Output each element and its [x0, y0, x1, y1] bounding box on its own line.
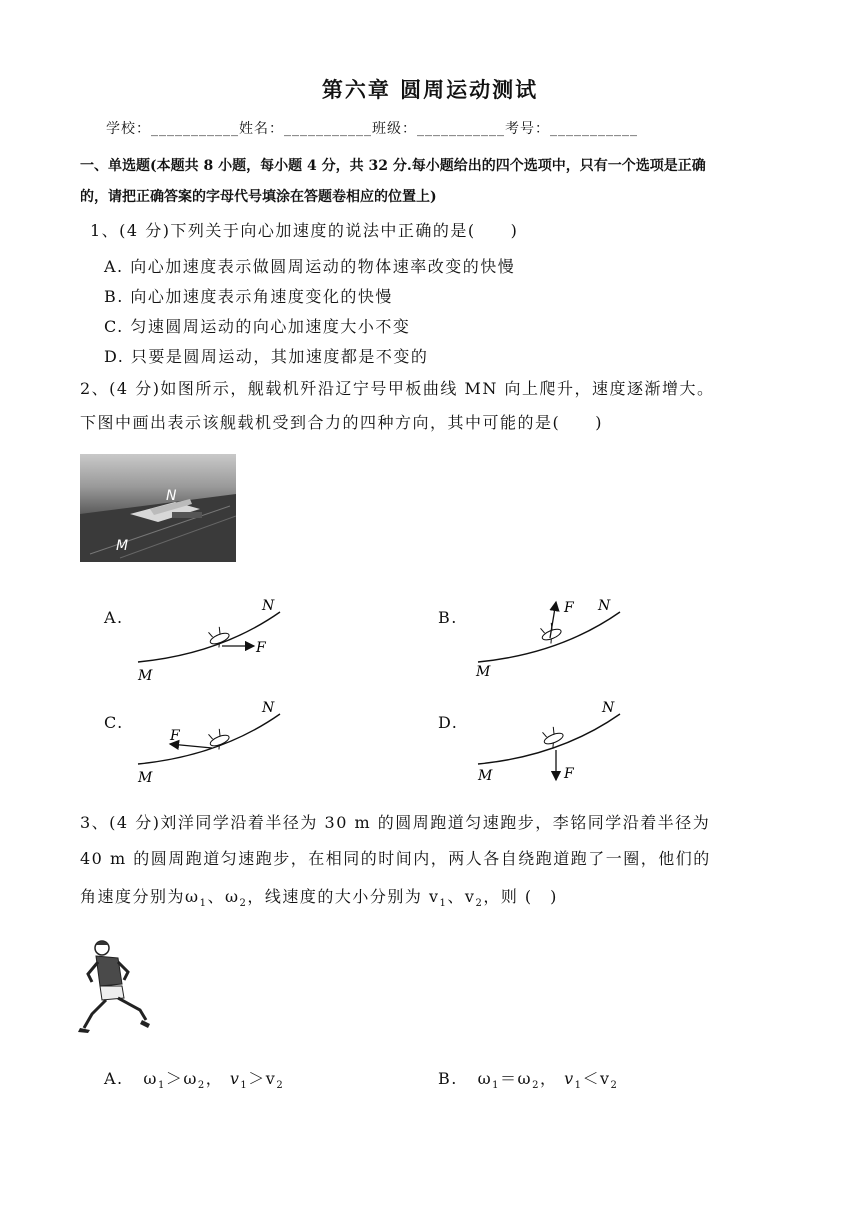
- diagram-d: [470, 696, 640, 786]
- diagram-b-label-f: F: [564, 600, 574, 616]
- q3-option-b: B. $\omega_1=\omega_2$， $v_1<v_2$: [438, 1069, 619, 1092]
- q1-option-a: A. 向心加速度表示做圆周运动的物体速率改变的快慢: [104, 257, 516, 276]
- page-title: 第六章 圆周运动测试: [321, 77, 539, 102]
- photo-label-m: M: [116, 538, 129, 554]
- runner-illustration: [78, 938, 154, 1034]
- q2-option-a-letter: A.: [104, 608, 124, 627]
- q2-stem-line1: 2、(4 分)如图所示，舰载机歼沿辽宁号甲板曲线 MN 向上爬升，速度逐渐增大。: [80, 379, 715, 398]
- diagram-c: [130, 696, 300, 786]
- q1-option-c: C. 匀速圆周运动的向心加速度大小不变: [104, 317, 411, 336]
- q3-option-a: A. $\omega_1>\omega_2$， $v_1>v_2$: [104, 1069, 285, 1092]
- q2-option-b-letter: B.: [438, 608, 458, 627]
- q3-stem-line3: 角速度分别为$\omega_1$、$\omega_2$，线速度的大小分别为 $v_1$、$v_2$，则 ( ): [80, 887, 558, 910]
- diagram-a-label-f: F: [256, 640, 266, 656]
- diagram-c-label-m: M: [138, 770, 153, 786]
- diagram-a-label-n: N: [262, 598, 275, 614]
- photo-label-n: N: [166, 488, 177, 504]
- diagram-d-label-f: F: [564, 766, 574, 782]
- q3-stem-line2: 40 m 的圆周跑道匀速跑步，在相同的时间内，两人各自绕跑道跑了一圈，他们的: [80, 849, 711, 868]
- section-heading-line1: 一、单选题(本题共 8 小题，每小题 4 分，共 32 分.每小题给出的四个选项中，只有一个选项是正确: [80, 158, 706, 174]
- q1-option-d: D. 只要是圆周运动，其加速度都是不变的: [104, 347, 429, 366]
- q3-stem-line1: 3、(4 分)刘洋同学沿着半径为 30 m 的圆周跑道匀速跑步，李铭同学沿着半径为: [80, 813, 711, 832]
- diagram-d-label-m: M: [478, 768, 493, 784]
- section-heading-line2: 的，请把正确答案的字母代号填涂在答题卷相应的位置上): [80, 189, 437, 205]
- diagram-a: [130, 594, 300, 684]
- q2-option-d-letter: D.: [438, 713, 459, 732]
- diagram-a-label-m: M: [138, 668, 153, 684]
- diagram-c-label-n: N: [262, 700, 275, 716]
- diagram-b-label-n: N: [598, 598, 611, 614]
- q2-option-c-letter: C.: [104, 713, 124, 732]
- q2-stem-line2: 下图中画出表示该舰载机受到合力的四种方向，其中可能的是( ): [80, 413, 603, 432]
- q1-option-b: B. 向心加速度表示角速度变化的快慢: [104, 287, 393, 306]
- aircraft-carrier-photo: [80, 454, 236, 562]
- diagram-b: [470, 594, 640, 684]
- diagram-b-label-m: M: [476, 664, 491, 680]
- diagram-d-label-n: N: [602, 700, 615, 716]
- student-info-line: 学校：___________姓名：___________班级：___________考号：___________: [106, 121, 638, 137]
- diagram-c-label-f: F: [170, 728, 180, 744]
- q1-stem: 1、(4 分)下列关于向心加速度的说法中正确的是( ): [90, 221, 519, 240]
